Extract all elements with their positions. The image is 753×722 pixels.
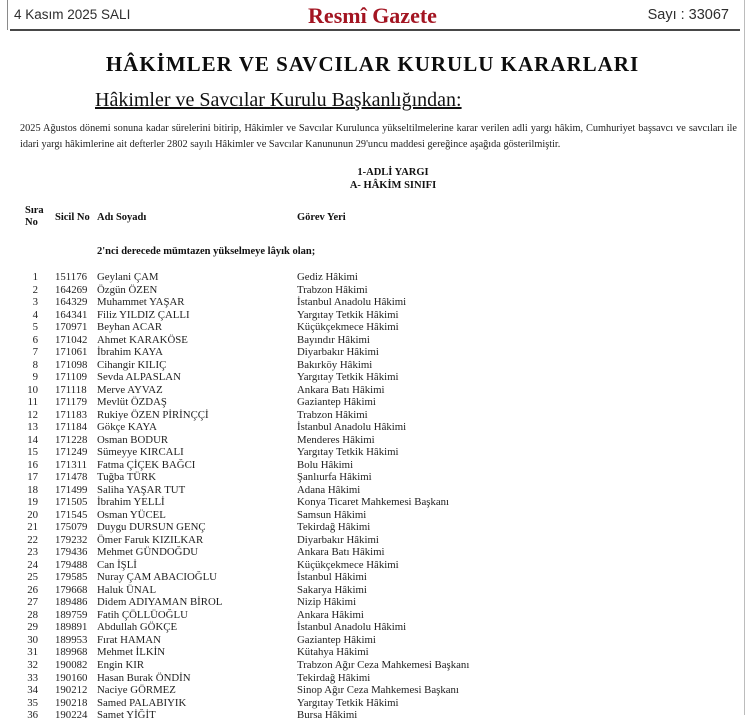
person-name: Didem ADIYAMAN BİROL	[97, 596, 223, 609]
duty-station: Sakarya Hâkimi	[297, 583, 367, 596]
row-number: 8	[32, 358, 38, 371]
person-name: Mehmet İLKİN	[97, 646, 166, 659]
table-row	[0, 621, 745, 634]
row-number: 17	[27, 471, 38, 484]
table-row	[0, 697, 745, 710]
duty-station: Ankara Hâkimi	[297, 608, 364, 621]
row-number: 35	[27, 696, 38, 709]
registry-number: 189968	[55, 646, 88, 659]
person-name: Ahmet KARAKÖSE	[97, 333, 188, 346]
row-number: 30	[27, 633, 38, 646]
person-name: Osman YÜCEL	[97, 508, 166, 521]
row-number: 4	[32, 308, 38, 321]
duty-station: Adana Hâkimi	[297, 483, 361, 496]
table-row	[0, 371, 745, 384]
row-number: 11	[27, 396, 38, 409]
section-headings	[46, 166, 740, 192]
masthead	[0, 0, 745, 30]
registry-number: 175079	[55, 521, 88, 534]
registry-number: 171228	[55, 433, 88, 446]
person-name: Filiz YILDIZ ÇALLI	[97, 308, 190, 321]
table-row	[0, 446, 745, 459]
duty-station: Tekirdağ Hâkimi	[297, 521, 371, 534]
row-number: 21	[27, 521, 38, 534]
duty-station: Diyarbakır Hâkimi	[297, 346, 379, 359]
person-name: Ömer Faruk KIZILKAR	[97, 533, 204, 546]
row-number: 32	[27, 658, 38, 671]
duty-station: İstanbul Hâkimi	[297, 571, 367, 584]
row-number: 24	[27, 558, 38, 571]
row-number: 15	[27, 446, 38, 459]
row-number: 23	[27, 546, 38, 559]
registry-number: 190160	[55, 671, 88, 684]
person-name: Nuray ÇAM ABACIOĞLU	[97, 571, 217, 584]
duty-station: Nizip Hâkimi	[297, 596, 357, 609]
duty-station: Yargıtay Tetkik Hâkimi	[297, 696, 399, 709]
duty-station: Trabzon Hâkimi	[297, 408, 368, 421]
table-row	[0, 646, 745, 659]
registry-number: 151176	[55, 271, 87, 283]
table-row	[0, 509, 745, 522]
person-name: Sevda ALPASLAN	[97, 371, 181, 384]
registry-number: 164341	[55, 308, 88, 321]
table-row	[0, 559, 745, 572]
row-number: 1	[32, 271, 38, 283]
promotion-group-heading: 2'nci derecede mümtazen yükselmeye lâyık olan;	[97, 246, 316, 257]
table-row	[0, 571, 745, 584]
duty-station: Bolu Hâkimi	[297, 458, 354, 471]
person-name: Haluk ÜNAL	[97, 583, 157, 596]
table-row	[0, 296, 745, 309]
registry-number: 170971	[55, 321, 88, 334]
registry-number: 171184	[55, 421, 87, 434]
registry-number: 189953	[55, 633, 88, 646]
row-number: 13	[27, 421, 38, 434]
person-name: Naciye GÖRMEZ	[97, 684, 176, 697]
person-name: Muhammet YAŞAR	[97, 296, 185, 309]
duty-station: Bayındır Hâkimi	[297, 333, 370, 346]
row-number: 36	[27, 709, 38, 722]
row-number: 20	[27, 508, 38, 521]
table-row	[0, 409, 745, 422]
row-number: 26	[27, 583, 38, 596]
row-number: 27	[27, 596, 38, 609]
table-row	[0, 359, 745, 372]
table-row	[0, 284, 745, 297]
registry-number: 179488	[55, 558, 88, 571]
row-number: 3	[32, 296, 38, 309]
duty-station: Gaziantep Hâkimi	[297, 396, 376, 409]
gazette-date: 4 Kasım 2025 SALI	[14, 7, 131, 22]
person-name: Özgün ÖZEN	[97, 283, 158, 296]
table-row	[0, 546, 745, 559]
person-name: Samet YİĞİT	[97, 709, 156, 722]
person-name: Osman BODUR	[97, 433, 169, 446]
table-row	[0, 684, 745, 697]
judge-list	[0, 271, 745, 722]
table-row	[0, 321, 745, 334]
duty-station: Gaziantep Hâkimi	[297, 633, 376, 646]
registry-number: 171183	[55, 408, 87, 421]
registry-number: 171545	[55, 508, 88, 521]
duty-station: Şanlıurfa Hâkimi	[297, 471, 372, 484]
row-number: 18	[27, 483, 38, 496]
table-row	[0, 334, 745, 347]
person-name: Geylani ÇAM	[97, 271, 159, 283]
person-name: İbrahim YELLİ	[97, 496, 165, 509]
person-name: Merve AYVAZ	[97, 383, 163, 396]
table-row	[0, 484, 745, 497]
duty-station: İstanbul Anadolu Hâkimi	[297, 296, 407, 309]
issuing-authority-line: Hâkimler ve Savcılar Kurulu Başkanlığından:	[95, 89, 462, 111]
person-name: Saliha YAŞAR TUT	[97, 483, 186, 496]
person-name: Fatih ÇÖLLÜOĞLU	[97, 608, 188, 621]
intro-paragraph: 2025 Ağustos dönemi sonuna kadar sürelerini bitirip, Hâkimler ve Savcılar Kurulunca yükseltilmelerine karar verilen adli yargı hâkim, Cumhuriyet başsavcı ve savcıları ile idari yargı hâkimlerine ait defterler 2802 sayılı Hâkimler ve Savcılar Kanununun 29'uncu maddesi gereğince aşağıda gösterilmiştir.	[20, 123, 737, 150]
duty-station: İstanbul Anadolu Hâkimi	[297, 621, 407, 634]
column-header-sira-no: Sıra No	[25, 205, 44, 228]
table-row	[0, 659, 745, 672]
row-number: 29	[27, 621, 38, 634]
duty-station: Yargıtay Tetkik Hâkimi	[297, 446, 399, 459]
row-number: 31	[27, 646, 38, 659]
registry-number: 171478	[55, 471, 88, 484]
registry-number: 190082	[55, 658, 88, 671]
row-number: 34	[27, 684, 38, 697]
registry-number: 171499	[55, 483, 88, 496]
person-name: Abdullah GÖKÇE	[97, 621, 178, 634]
person-name: Can İŞLİ	[97, 558, 137, 571]
duty-station: Küçükçekmece Hâkimi	[297, 558, 399, 571]
registry-number: 190224	[55, 709, 88, 722]
table-row	[0, 609, 745, 622]
person-name: Fırat HAMAN	[97, 633, 161, 646]
row-number: 5	[32, 321, 38, 334]
section-heading-hakim-sinifi: A- HÂKİM SINIFI	[349, 180, 437, 191]
row-number: 19	[27, 496, 38, 509]
registry-number: 171042	[55, 333, 88, 346]
duty-station: Sinop Ağır Ceza Mahkemesi Başkanı	[297, 684, 459, 697]
table-row	[0, 596, 745, 609]
column-header-adi-soyadi: Adı Soyadı	[97, 212, 147, 223]
row-number: 12	[27, 408, 38, 421]
registry-number: 179668	[55, 583, 88, 596]
duty-station: Diyarbakır Hâkimi	[297, 533, 379, 546]
person-name: Mehmet GÜNDOĞDU	[97, 546, 199, 559]
registry-number: 179585	[55, 571, 88, 584]
row-number: 14	[27, 433, 38, 446]
registry-number: 189759	[55, 608, 88, 621]
registry-number: 164269	[55, 283, 88, 296]
registry-number: 171118	[55, 383, 87, 396]
person-name: Duygu DURSUN GENÇ	[97, 521, 206, 534]
registry-number: 164329	[55, 296, 88, 309]
row-number: 22	[27, 533, 38, 546]
duty-station: Konya Ticaret Mahkemesi Başkanı	[297, 496, 450, 509]
duty-station: Küçükçekmece Hâkimi	[297, 321, 399, 334]
section-heading-adli-yargi: 1-ADLİ YARGI	[357, 167, 429, 178]
duty-station: İstanbul Anadolu Hâkimi	[297, 421, 407, 434]
registry-number: 171179	[55, 396, 87, 409]
duty-station: Samsun Hâkimi	[297, 508, 367, 521]
duty-station: Ankara Batı Hâkimi	[297, 546, 385, 559]
person-name: İbrahim KAYA	[97, 346, 163, 359]
table-row	[0, 459, 745, 472]
table-row	[0, 584, 745, 597]
table-row	[0, 521, 745, 534]
duty-station: Trabzon Ağır Ceza Mahkemesi Başkanı	[297, 658, 470, 671]
table-row	[0, 634, 745, 647]
table-row	[0, 471, 745, 484]
table-row	[0, 534, 745, 547]
row-number: 6	[32, 333, 38, 346]
registry-number: 189891	[55, 621, 88, 634]
registry-number: 171311	[55, 458, 87, 471]
row-number: 28	[27, 608, 38, 621]
table-row	[0, 271, 745, 284]
person-name: Engin KIR	[97, 658, 145, 671]
duty-station: Gediz Hâkimi	[297, 271, 358, 283]
gazette-title: Resmî Gazete	[308, 3, 437, 28]
table-row	[0, 309, 745, 322]
table-row	[0, 421, 745, 434]
duty-station: Tekirdağ Hâkimi	[297, 671, 371, 684]
person-name: Samed PALABIYIK	[97, 696, 187, 709]
row-number: 7	[32, 346, 38, 359]
column-header-gorev-yeri: Görev Yeri	[297, 212, 346, 223]
person-name: Tuğba TÜRK	[97, 471, 157, 484]
person-name: Mevlüt ÖZDAŞ	[97, 396, 167, 409]
registry-number: 171098	[55, 358, 88, 371]
table-row	[0, 434, 745, 447]
registry-number: 190218	[55, 696, 88, 709]
row-number: 25	[27, 571, 38, 584]
duty-station: Trabzon Hâkimi	[297, 283, 368, 296]
row-number: 33	[27, 671, 38, 684]
registry-number: 171505	[55, 496, 88, 509]
registry-number: 179436	[55, 546, 88, 559]
person-name: Fatma ÇİÇEK BAĞCI	[97, 458, 196, 471]
registry-number: 189486	[55, 596, 88, 609]
registry-number: 171109	[55, 371, 87, 384]
table-row	[0, 384, 745, 397]
registry-number: 179232	[55, 533, 88, 546]
duty-station: Bursa Hâkimi	[297, 709, 358, 722]
table-row	[0, 346, 745, 359]
person-name: Sümeyye KIRCALI	[97, 446, 184, 459]
row-number: 9	[32, 371, 38, 384]
column-header-sicil-no: Sicil No	[55, 212, 90, 223]
duty-station: Yargıtay Tetkik Hâkimi	[297, 308, 399, 321]
person-name: Gökçe KAYA	[97, 421, 157, 434]
person-name: Hasan Burak ÖNDİN	[97, 671, 191, 684]
masthead-divider	[10, 29, 740, 31]
decision-title: HÂKİMLER VE SAVCILAR KURULU KARARLARI	[105, 52, 640, 76]
row-number: 10	[27, 383, 38, 396]
registry-number: 171249	[55, 446, 88, 459]
table-row	[0, 496, 745, 509]
person-name: Beyhan ACAR	[97, 321, 163, 334]
gazette-issue-number: Sayı : 33067	[647, 7, 729, 23]
registry-number: 190212	[55, 684, 88, 697]
table-row	[0, 672, 745, 685]
person-name: Cihangir KILIÇ	[97, 358, 167, 371]
duty-station: Bakırköy Hâkimi	[297, 358, 373, 371]
duty-station: Kütahya Hâkimi	[297, 646, 369, 659]
person-name: Rukiye ÖZEN PİRİNÇÇİ	[97, 408, 209, 421]
table-row	[0, 709, 745, 722]
registry-number: 171061	[55, 346, 88, 359]
row-number: 2	[32, 283, 38, 296]
row-number: 16	[27, 458, 38, 471]
table-row	[0, 396, 745, 409]
duty-station: Menderes Hâkimi	[297, 433, 375, 446]
duty-station: Ankara Batı Hâkimi	[297, 383, 385, 396]
duty-station: Yargıtay Tetkik Hâkimi	[297, 371, 399, 384]
